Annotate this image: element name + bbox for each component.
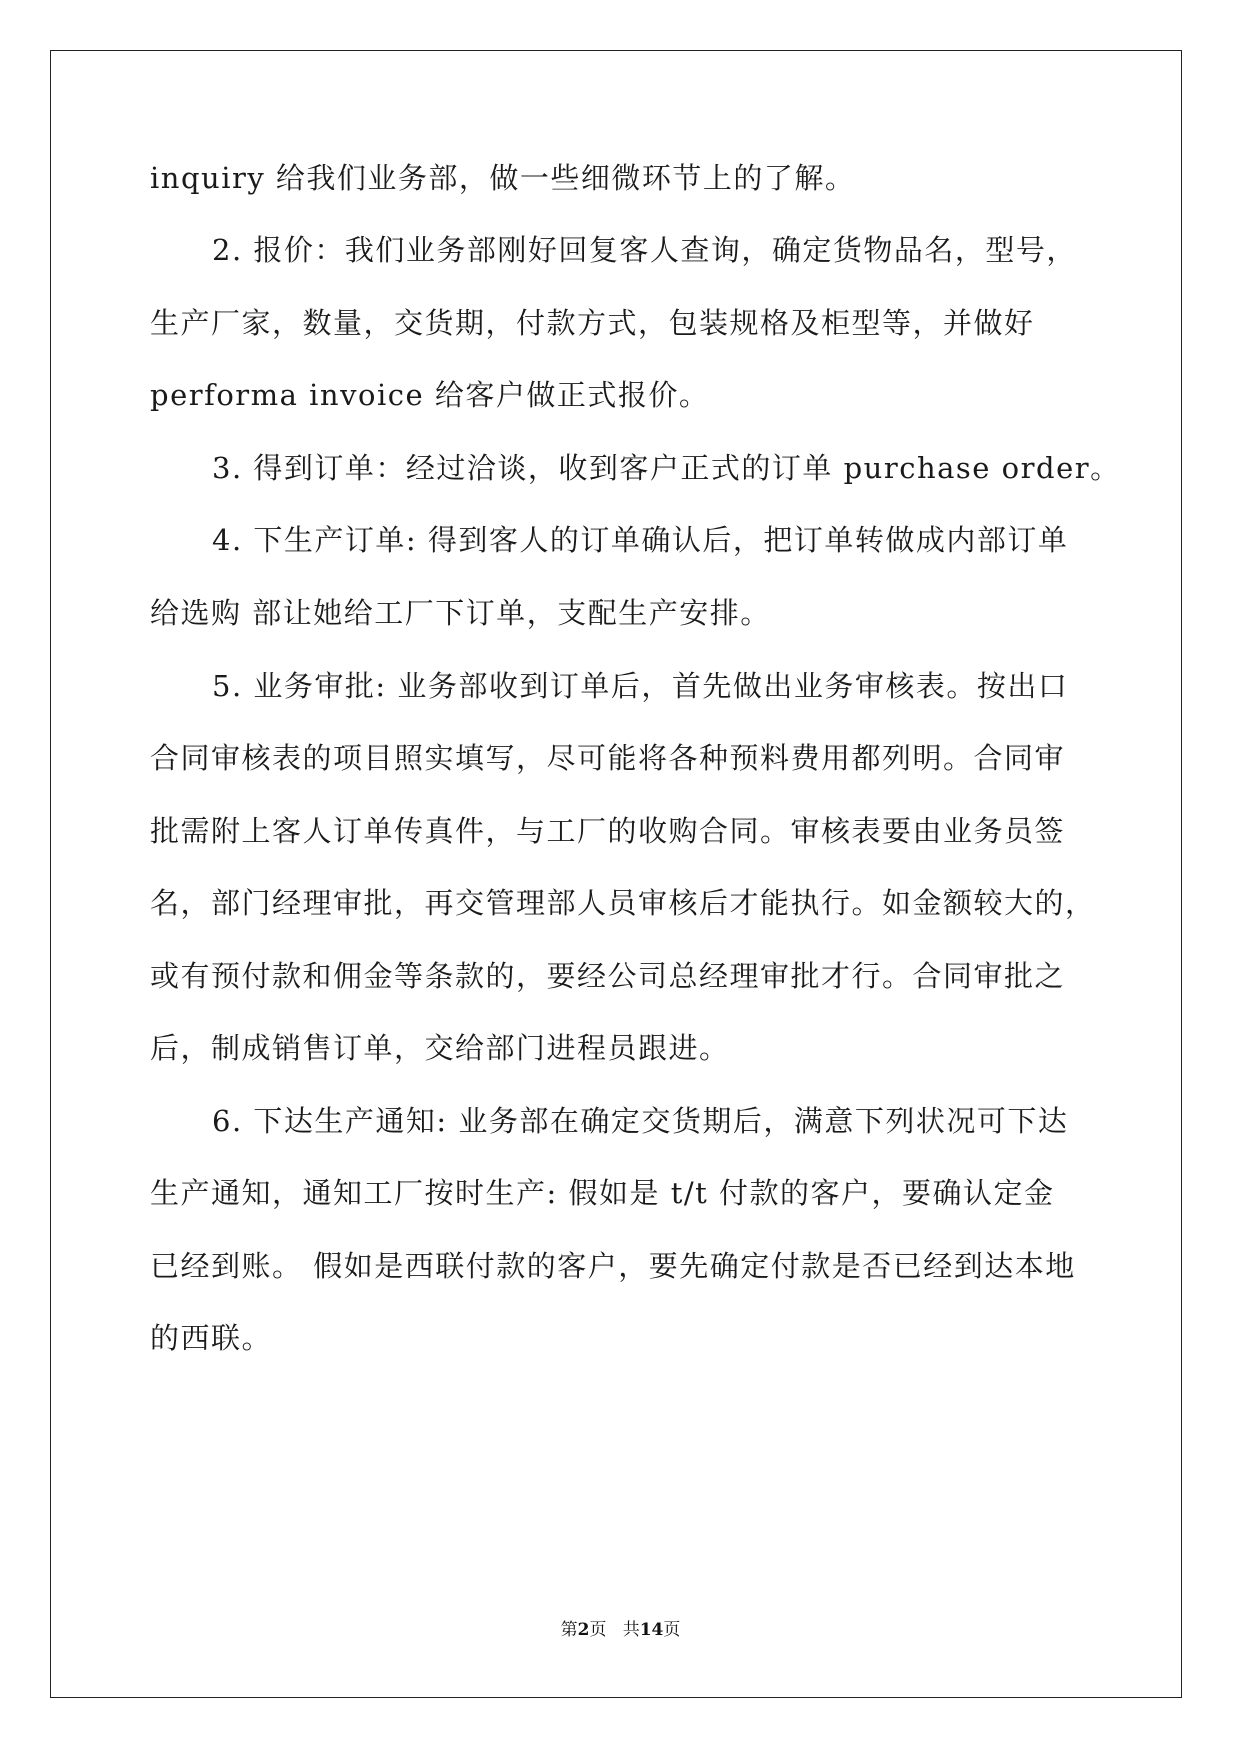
text-line: 4. 下生产订单: 得到客人的订单确认后，把订单转做成内部订单 — [212, 523, 1069, 557]
text-line: 批需附上客人订单传真件，与工厂的收购合同。审核表要由业务员签 — [150, 814, 1066, 848]
text-line: 3. 得到订单：经过洽谈，收到客户正式的订单 purchase order。 — [212, 451, 1121, 485]
text-line: 给选购 部让她给工厂下订单，支配生产安排。 — [150, 596, 771, 630]
text-line: 名，部门经理审批，再交管理部人员审核后才能执行。如金额较大的， — [150, 886, 1096, 920]
text-line: 合同审核表的项目照实填写，尽可能将各种预料费用都列明。合同审 — [150, 741, 1066, 775]
page-border — [50, 50, 1182, 1698]
footer-prefix: 第 — [560, 1620, 578, 1640]
text-line: 5. 业务审批: 业务部收到订单后，首先做出业务审核表。按出口 — [212, 669, 1069, 703]
text-line: 2. 报价：我们业务部刚好回复客人查询，确定货物品名，型号， — [212, 233, 1077, 267]
text-line: 生产通知，通知工厂按时生产: 假如是 t/t 付款的客户，要确认定金 — [150, 1176, 1055, 1210]
footer-page-suffix: 页 — [589, 1620, 607, 1640]
footer-total-suffix: 页 — [663, 1620, 681, 1640]
text-line: inquiry 给我们业务部，做一些细微环节上的了解。 — [150, 161, 856, 195]
text-line: performa invoice 给客户做正式报价。 — [150, 378, 710, 412]
text-line: 已经到账。 假如是西联付款的客户，要先确定付款是否已经到达本地 — [150, 1249, 1076, 1283]
text-line: 后，制成销售订单，交给部门进程员跟进。 — [150, 1031, 730, 1065]
text-line: 或有预付款和佣金等条款的，要经公司总经理审批才行。合同审批之 — [150, 959, 1066, 993]
footer-page-number: 2 — [577, 1620, 590, 1640]
footer-total-prefix: 共 — [622, 1620, 640, 1640]
text-line: 的西联。 — [150, 1321, 273, 1355]
page-footer — [0, 1618, 1241, 1642]
text-line: 生产厂家，数量，交货期，付款方式，包装规格及柜型等，并做好 — [150, 306, 1035, 340]
footer-total-pages: 14 — [639, 1620, 664, 1640]
text-line: 6. 下达生产通知: 业务部在确定交货期后，满意下列状况可下达 — [212, 1104, 1069, 1138]
